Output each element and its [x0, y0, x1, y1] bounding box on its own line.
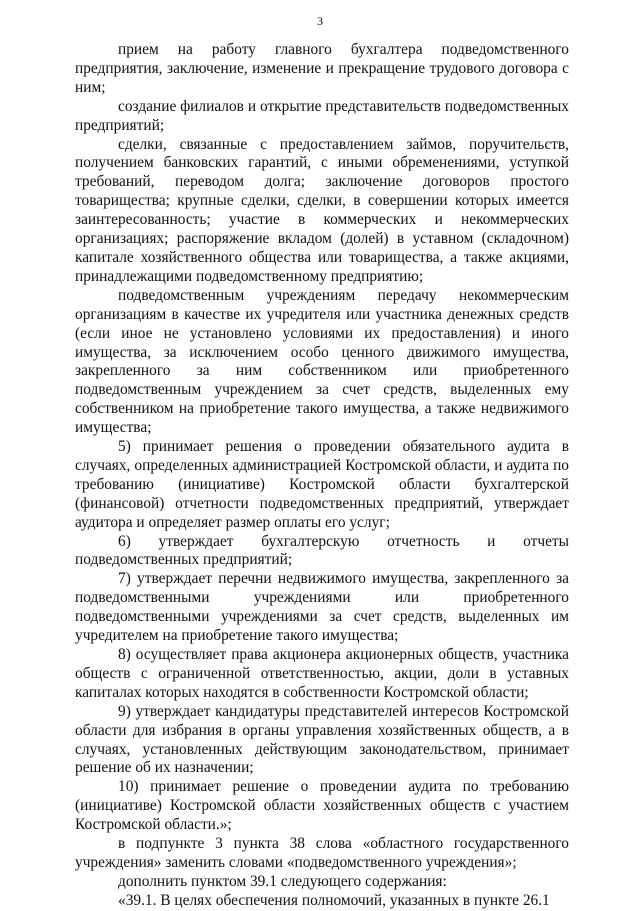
- paragraph: 7) утверждает перечни недвижимого имущества, закрепленного за подведомственными учреждениями или приобретенного подведомственными учреждениями за счет средств, выделенных им учредителем на приобретение такого имущества;: [75, 570, 569, 645]
- paragraph: 9) утверждает кандидатуры представителей интересов Костромской области для избрания в органы управления хозяйственных обществ, а в случаях, установленных действующим законодательством, принимает решение об их назначении;: [75, 702, 569, 777]
- paragraph: 8) осуществляет права акционера акционерных обществ, участника обществ с ограниченной ответственностью, акции, доли в уставных капиталах которых находятся в собственности Костромской области;: [75, 646, 569, 701]
- document-body: [75, 41, 569, 911]
- paragraph: в подпункте 3 пункта 38 слова «областного государственного учреждения» заменить словами «подведомственного учреждения»;: [75, 835, 569, 871]
- paragraph: прием на работу главного бухгалтера подведомственного предприятия, заключение, изменение и прекращение трудового договора с ним;: [75, 41, 569, 96]
- paragraph: подведомственным учреждениям передачу некоммерческим организациям в качестве их учредителя или участника денежных средств (если иное не установлено условиями их предоставления) и иного имущества, за исключением особо ценного движимого имущества, закрепленного за ним собственником или приобретенного подведомственным учреждением за счет средств, выделенных ему собственником на приобретение такого имущества, а также недвижимого имущества;: [75, 286, 569, 437]
- paragraph: создание филиалов и открытие представительств подведомственных предприятий;: [75, 97, 569, 134]
- paragraph: «39.1. В целях обеспечения полномочий, указанных в пункте 26.1: [118, 891, 550, 909]
- paragraph: сделки, связанные с предоставлением займов, поручительств, получением банковских гарантий, с иными обременениями, уступкой требований, переводом долга; заключение договоров простого товарищества; крупные сделки, сделки, в совершении которых имеется заинтересованность; участие в коммерческих и некоммерческих организациях; распоряжение вкладом (долей) в уставном (складочном) капитале хозяйственного общества или товарищества, а также акциями, принадлежащими подведомственному предприятию;: [75, 135, 569, 285]
- paragraph: 10) принимает решение о проведении аудита по требованию (инициативе) Костромской области хозяйственных обществ с участием Костромской области.»;: [75, 778, 569, 834]
- paragraph: 5) принимает решения о проведении обязательного аудита в случаях, определенных администрацией Костромской области, и аудита по требованию (инициативе) Костромской области бухгалтерской (финансовой) отчетности подведомственных предприятий, утверждает аудитора и определяет размер оплаты его услуг;: [75, 438, 569, 531]
- paragraph: дополнить пунктом 39.1 следующего содержания:: [118, 872, 447, 890]
- page-number: 3: [317, 14, 323, 28]
- paragraph: 6) утверждает бухгалтерскую отчетность и отчеты подведомственных предприятий;: [75, 532, 569, 569]
